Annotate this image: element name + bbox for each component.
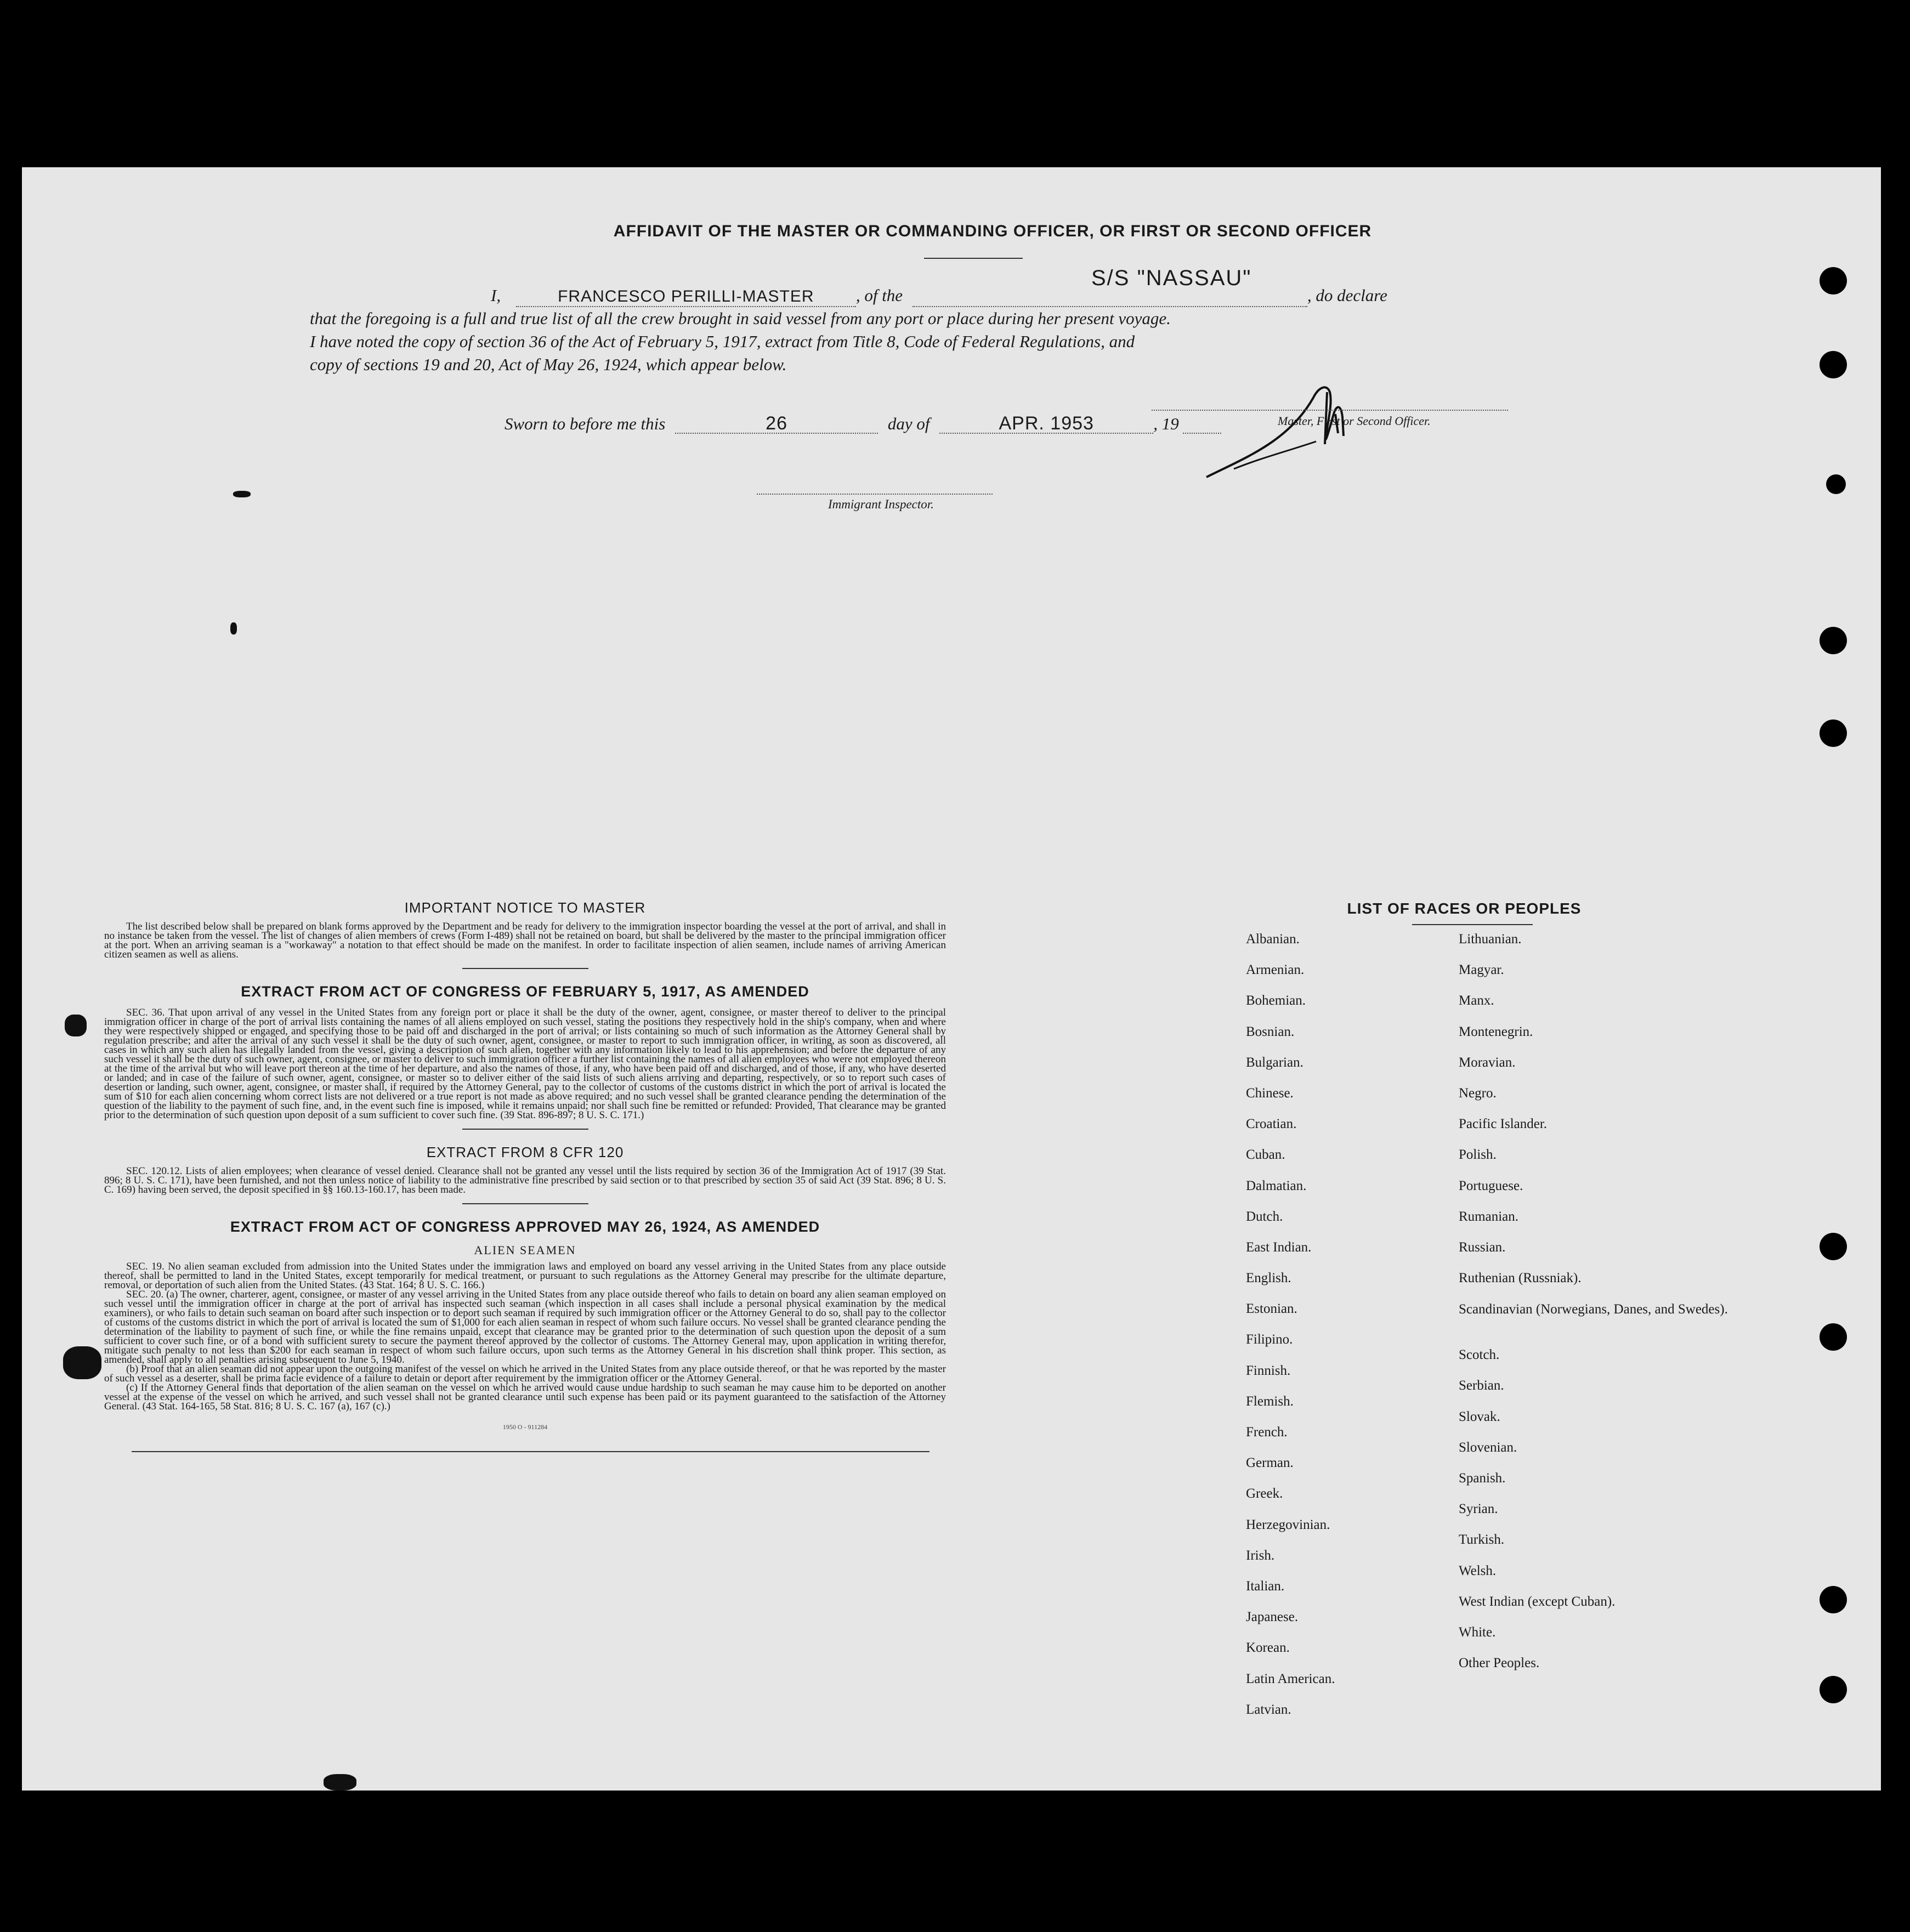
race-item: Scandinavian (Norwegians, Danes, and Swedes). bbox=[1459, 1302, 1728, 1317]
race-item: German. bbox=[1246, 1455, 1294, 1471]
race-item: Flemish. bbox=[1246, 1393, 1294, 1409]
race-item: French. bbox=[1246, 1425, 1288, 1440]
race-item: Montenegrin. bbox=[1459, 1024, 1533, 1039]
sec-20b-body: (b) Proof that an alien seaman did not appear upon the outgoing manifest of the vessel on which he arrived in the United States from any place outside thereof, or that he was reported by the master of such vessel as a deserter, shall be prima facie evidence of a failure to detain or deport after requirement by the immigration officer or the Attorney General. bbox=[104, 1363, 946, 1384]
declaration-line-4: copy of sections 19 and 20, Act of May 26, 1924, which appear below. bbox=[310, 355, 787, 374]
extract-1924-title: EXTRACT FROM ACT OF CONGRESS APPROVED MAY 26, 1924, AS AMENDED bbox=[230, 1219, 820, 1235]
race-item: Slovenian. bbox=[1459, 1440, 1517, 1455]
race-item: Portuguese. bbox=[1459, 1178, 1523, 1193]
race-item: English. bbox=[1246, 1271, 1291, 1286]
declaration-pronoun: I, bbox=[491, 286, 501, 305]
notice-title: IMPORTANT NOTICE TO MASTER bbox=[404, 899, 646, 916]
race-item: Irish. bbox=[1246, 1548, 1275, 1563]
race-item: Greek. bbox=[1246, 1486, 1283, 1502]
race-item: Cuban. bbox=[1246, 1147, 1285, 1163]
race-item: Negro. bbox=[1459, 1085, 1497, 1101]
race-item: Lithuanian. bbox=[1459, 932, 1522, 947]
section-divider bbox=[462, 1129, 588, 1130]
ink-speck bbox=[230, 622, 237, 634]
race-item: Finnish. bbox=[1246, 1363, 1291, 1378]
punch-hole bbox=[1820, 1676, 1847, 1703]
punch-hole bbox=[1820, 719, 1847, 747]
race-item: Slovak. bbox=[1459, 1409, 1500, 1424]
race-item: Latin American. bbox=[1246, 1671, 1335, 1686]
race-item: Estonian. bbox=[1246, 1301, 1297, 1317]
officer-signature-line bbox=[1152, 410, 1508, 411]
inspector-signature-line bbox=[757, 494, 993, 495]
race-item: Bosnian. bbox=[1246, 1024, 1295, 1039]
punch-hole bbox=[1820, 351, 1847, 378]
races-right-column bbox=[1459, 924, 1744, 1679]
race-item: Albanian. bbox=[1246, 932, 1300, 947]
ink-speck bbox=[233, 491, 251, 497]
extract-1917-title: EXTRACT FROM ACT OF CONGRESS OF FEBRUARY 5, 1917, AS AMENDED bbox=[241, 983, 809, 1000]
race-item: Herzegovinian. bbox=[1246, 1517, 1330, 1532]
race-item: Moravian. bbox=[1459, 1055, 1516, 1070]
print-code: 1950 O - 911284 bbox=[502, 1423, 548, 1431]
race-item: Ruthenian (Russniak). bbox=[1459, 1271, 1582, 1286]
punch-hole bbox=[1820, 627, 1847, 654]
race-item: Latvian. bbox=[1246, 1702, 1291, 1717]
master-name-field: FRANCESCO PERILLI-MASTER bbox=[516, 287, 856, 307]
race-item: Bohemian. bbox=[1246, 993, 1306, 1009]
race-item: Croatian. bbox=[1246, 1117, 1297, 1132]
race-item: Japanese. bbox=[1246, 1610, 1299, 1625]
races-title: LIST OF RACES OR PEOPLES bbox=[1347, 900, 1582, 917]
punch-hole bbox=[1820, 267, 1847, 294]
punch-hole bbox=[1820, 1233, 1847, 1260]
extract-1917-body: SEC. 36. That upon arrival of any vessel in the United States from any foreign port or place it shall be the duty of the owner, agent, consignee, or master thereof to deliver to the principal immigration officer in charge of the port of arrival lists containing the names of all aliens employed on such vessel, stating the positions they respectively hold in the ship's company, when and where they were respectively shipped or engaged, and specifying those to be paid off and discharged in the port of arrival; or lists containing so much of such information as the Attorney General shall by regulation prescribe; and after the arrival of any such vessel it shall be the duty of such owner, agent, consignee, or master to report to such immigration officer, in writing, as soon as discovered, all cases in which any such alien has illegally landed from the vessel, giving a description of such alien, together with any information likely to lead to his apprehension; and before the departure of any such vessel it shall be the duty of such owner, agent, consignee, or master to deliver to such immigration officer a further list containing the names of all alien employees who were not employed thereon at the time of the arrival but who will leave port thereon at the time of her departure, and also the names of those, if any, who have been paid off and discharged, and of those, if any, who have deserted or landed; and in case of the failure of such owner, agent, consignee, or master so to deliver either of the said lists of such aliens arriving and departing, respectively, or so to report such cases of desertion or landing, such owner, agent, consignee, or master shall, if required by the Attorney General, pay to the collector of customs of the customs district in which the port of arrival is located the sum of $10 for each alien concerning whom correct lists are not delivered or a true report is not made as above required; and no such vessel shall be granted clearance pending the determination of the question of the liability to the payment of such fine, and, in the event such fine is imposed, while it remains unpaid; nor shall such fine be remitted or refunded: Provided, That clearance may be granted prior to the determination of such question upon deposit of a sum sufficient to cover such fine. (39 Stat. 896-897; 8 U. S. C. 171.) bbox=[104, 1007, 946, 1121]
race-item: Rumanian. bbox=[1459, 1209, 1519, 1224]
race-item: Manx. bbox=[1459, 993, 1494, 1009]
day-field: 26 bbox=[675, 414, 878, 434]
race-item: Italian. bbox=[1246, 1578, 1285, 1594]
race-item: Filipino. bbox=[1246, 1332, 1293, 1347]
declaration-line-2: that the foregoing is a full and true list of all the crew brought in said vessel from any port or place during her present voyage. bbox=[310, 309, 1171, 328]
sworn-row bbox=[505, 414, 1221, 434]
ink-speck bbox=[65, 1015, 87, 1036]
race-item: West Indian (except Cuban). bbox=[1459, 1594, 1616, 1609]
declaration-text bbox=[310, 284, 1516, 376]
race-item: Polish. bbox=[1459, 1147, 1497, 1163]
race-item: Pacific Islander. bbox=[1459, 1117, 1548, 1132]
races-left-column bbox=[1246, 924, 1443, 1725]
ink-speck bbox=[63, 1346, 101, 1379]
race-item: Dalmatian. bbox=[1246, 1178, 1307, 1193]
notice-body: The list described below shall be prepared on blank forms approved by the Department and be ready for delivery to the immigration inspector boarding the vessel at the port of arrival, and shall in no instance be taken from the vessel. The list of changes of alien members of crews (Form I-489) shall not be retained on board, but shall be delivered by the master to the principal immigration officer at the port. When an arriving seaman is a "workaway" a notation to that effect should be made on the manifest. In order to facilitate inspection of alien seamen, include names of arriving American citizen seamen as well as aliens. bbox=[104, 921, 946, 960]
day-of-label: day of bbox=[887, 414, 930, 433]
race-item: Turkish. bbox=[1459, 1532, 1505, 1548]
race-item: East Indian. bbox=[1246, 1239, 1312, 1255]
race-item: White. bbox=[1459, 1624, 1496, 1640]
bottom-rule bbox=[132, 1451, 930, 1452]
do-declare-label: , do declare bbox=[1307, 286, 1387, 305]
race-item: Korean. bbox=[1246, 1640, 1290, 1656]
ship-name: S/S "NASSAU" bbox=[1091, 266, 1252, 290]
punch-hole bbox=[1820, 1586, 1847, 1613]
section-divider bbox=[462, 1203, 588, 1204]
year-field bbox=[1183, 433, 1221, 434]
race-item: Armenian. bbox=[1246, 962, 1305, 978]
sec-20c-body: (c) If the Attorney General finds that deportation of the alien seaman on the vessel on which he arrived would cause undue hardship to such seaman he may cause him to be deported on another vessel at the expense of the vessel on which he arrived, and such vessel shall not be granted clearance until such expense has been paid or its payment guaranteed to the satisfaction of the Attorney General. (43 Stat. 164-165, 58 Stat. 816; 8 U. S. C. 167 (a), 167 (c).) bbox=[104, 1382, 946, 1412]
affidavit-title: AFFIDAVIT OF THE MASTER OR COMMANDING OFFICER, OR FIRST OR SECOND OFFICER bbox=[613, 222, 1372, 240]
officer-caption: Master, First or Second Officer. bbox=[1278, 414, 1431, 428]
race-item: Bulgarian. bbox=[1246, 1055, 1303, 1070]
title-divider bbox=[924, 258, 1023, 259]
race-item: Dutch. bbox=[1246, 1209, 1283, 1224]
punch-hole bbox=[1826, 474, 1846, 494]
race-item: Welsh. bbox=[1459, 1563, 1497, 1578]
of-the-label: , of the bbox=[855, 286, 903, 305]
punch-hole bbox=[1820, 1323, 1847, 1351]
sworn-label: Sworn to before me this bbox=[505, 414, 666, 433]
race-item: Other Peoples. bbox=[1459, 1656, 1540, 1671]
race-item: Syrian. bbox=[1459, 1502, 1498, 1517]
extract-cfr-body: SEC. 120.12. Lists of alien employees; when clearance of vessel denied. Clearance shall not be granted any vessel until the lists required by section 36 of the Immigration Act of 1917 (39 Stat. 896; 8 U. S. C. 171), have been furnished, and not then unless notice of liability to the administrative fine prescribed by said section or to that prescribed by section 35 of said Act (39 Stat. 896; 8 U. S. C. 169) having been served, the deposit specified in §§ 160.13-160.17, has been made. bbox=[104, 1165, 946, 1196]
section-divider bbox=[462, 968, 588, 969]
declaration-line-1 bbox=[310, 284, 1516, 307]
year-label: , 19 bbox=[1153, 414, 1179, 433]
race-item: Serbian. bbox=[1459, 1378, 1504, 1393]
race-item: Magyar. bbox=[1459, 962, 1504, 978]
race-item: Chinese. bbox=[1246, 1085, 1294, 1101]
alien-seamen-subtitle: ALIEN SEAMEN bbox=[474, 1243, 576, 1257]
race-item: Spanish. bbox=[1459, 1471, 1506, 1486]
ink-speck bbox=[324, 1774, 356, 1791]
sec-20a-body: SEC. 20. (a) The owner, charterer, agent, consignee, or master of any vessel arriving in the United States from any place outside thereof who fails to detain on board any alien seaman employed on such vessel until the immigration officer in charge at the port of arrival has inspected such seaman (which inspection in all cases shall include a personal physical examination by the medical examiners), or who fails to detain such seaman on board after such inspection or to deport such seaman if required by such immigration officer or the Attorney General to do so, shall pay to the collector of customs of the customs district in which the port of arrival is located the sum of $1,000 for each alien seaman in respect of whom such failure occurs. No vessel shall be granted clearance pending the determination of the liability to payment of such fine, or while the fine remains unpaid, except that clearance may be granted prior to the determination of such question upon the deposit of a sum sufficient to cover such fine, or of a bond with sufficient surety to secure the payment thereof approved by the collector of customs. The Attorney General may, upon application in writing therefor, mitigate such penalty to not less than $200 for each seaman in respect of whom such failure occurs, upon such terms as the Attorney General in his discretion shall think proper. This section, as amended, shall apply to all penalties arising subsequent to June 5, 1940. bbox=[104, 1289, 946, 1366]
document-sheet bbox=[22, 167, 1881, 1791]
inspector-caption: Immigrant Inspector. bbox=[828, 497, 934, 511]
handwritten-signature bbox=[1201, 376, 1382, 491]
declaration-line-3: I have noted the copy of section 36 of the Act of February 5, 1917, extract from Title 8, Code of Federal Regulations, and bbox=[310, 332, 1135, 351]
sec-19-body: SEC. 19. No alien seaman excluded from admission into the United States under the immigration laws and employed on board any vessel arriving in the United States from any place outside thereof, shall be permitted to land in the United States, except temporarily for medical treatment, or pursuant to such regulations as the Attorney General may prescribe for the ultimate departure, removal, or deportation of such alien from the United States. (43 Stat. 164; 8 U. S. C. 166.) bbox=[104, 1261, 946, 1291]
extract-cfr-title: EXTRACT FROM 8 CFR 120 bbox=[426, 1144, 624, 1160]
race-item: Russian. bbox=[1459, 1239, 1506, 1255]
notice-column bbox=[104, 899, 946, 1452]
race-item: Scotch. bbox=[1459, 1347, 1500, 1363]
month-field: APR. 1953 bbox=[939, 414, 1153, 434]
